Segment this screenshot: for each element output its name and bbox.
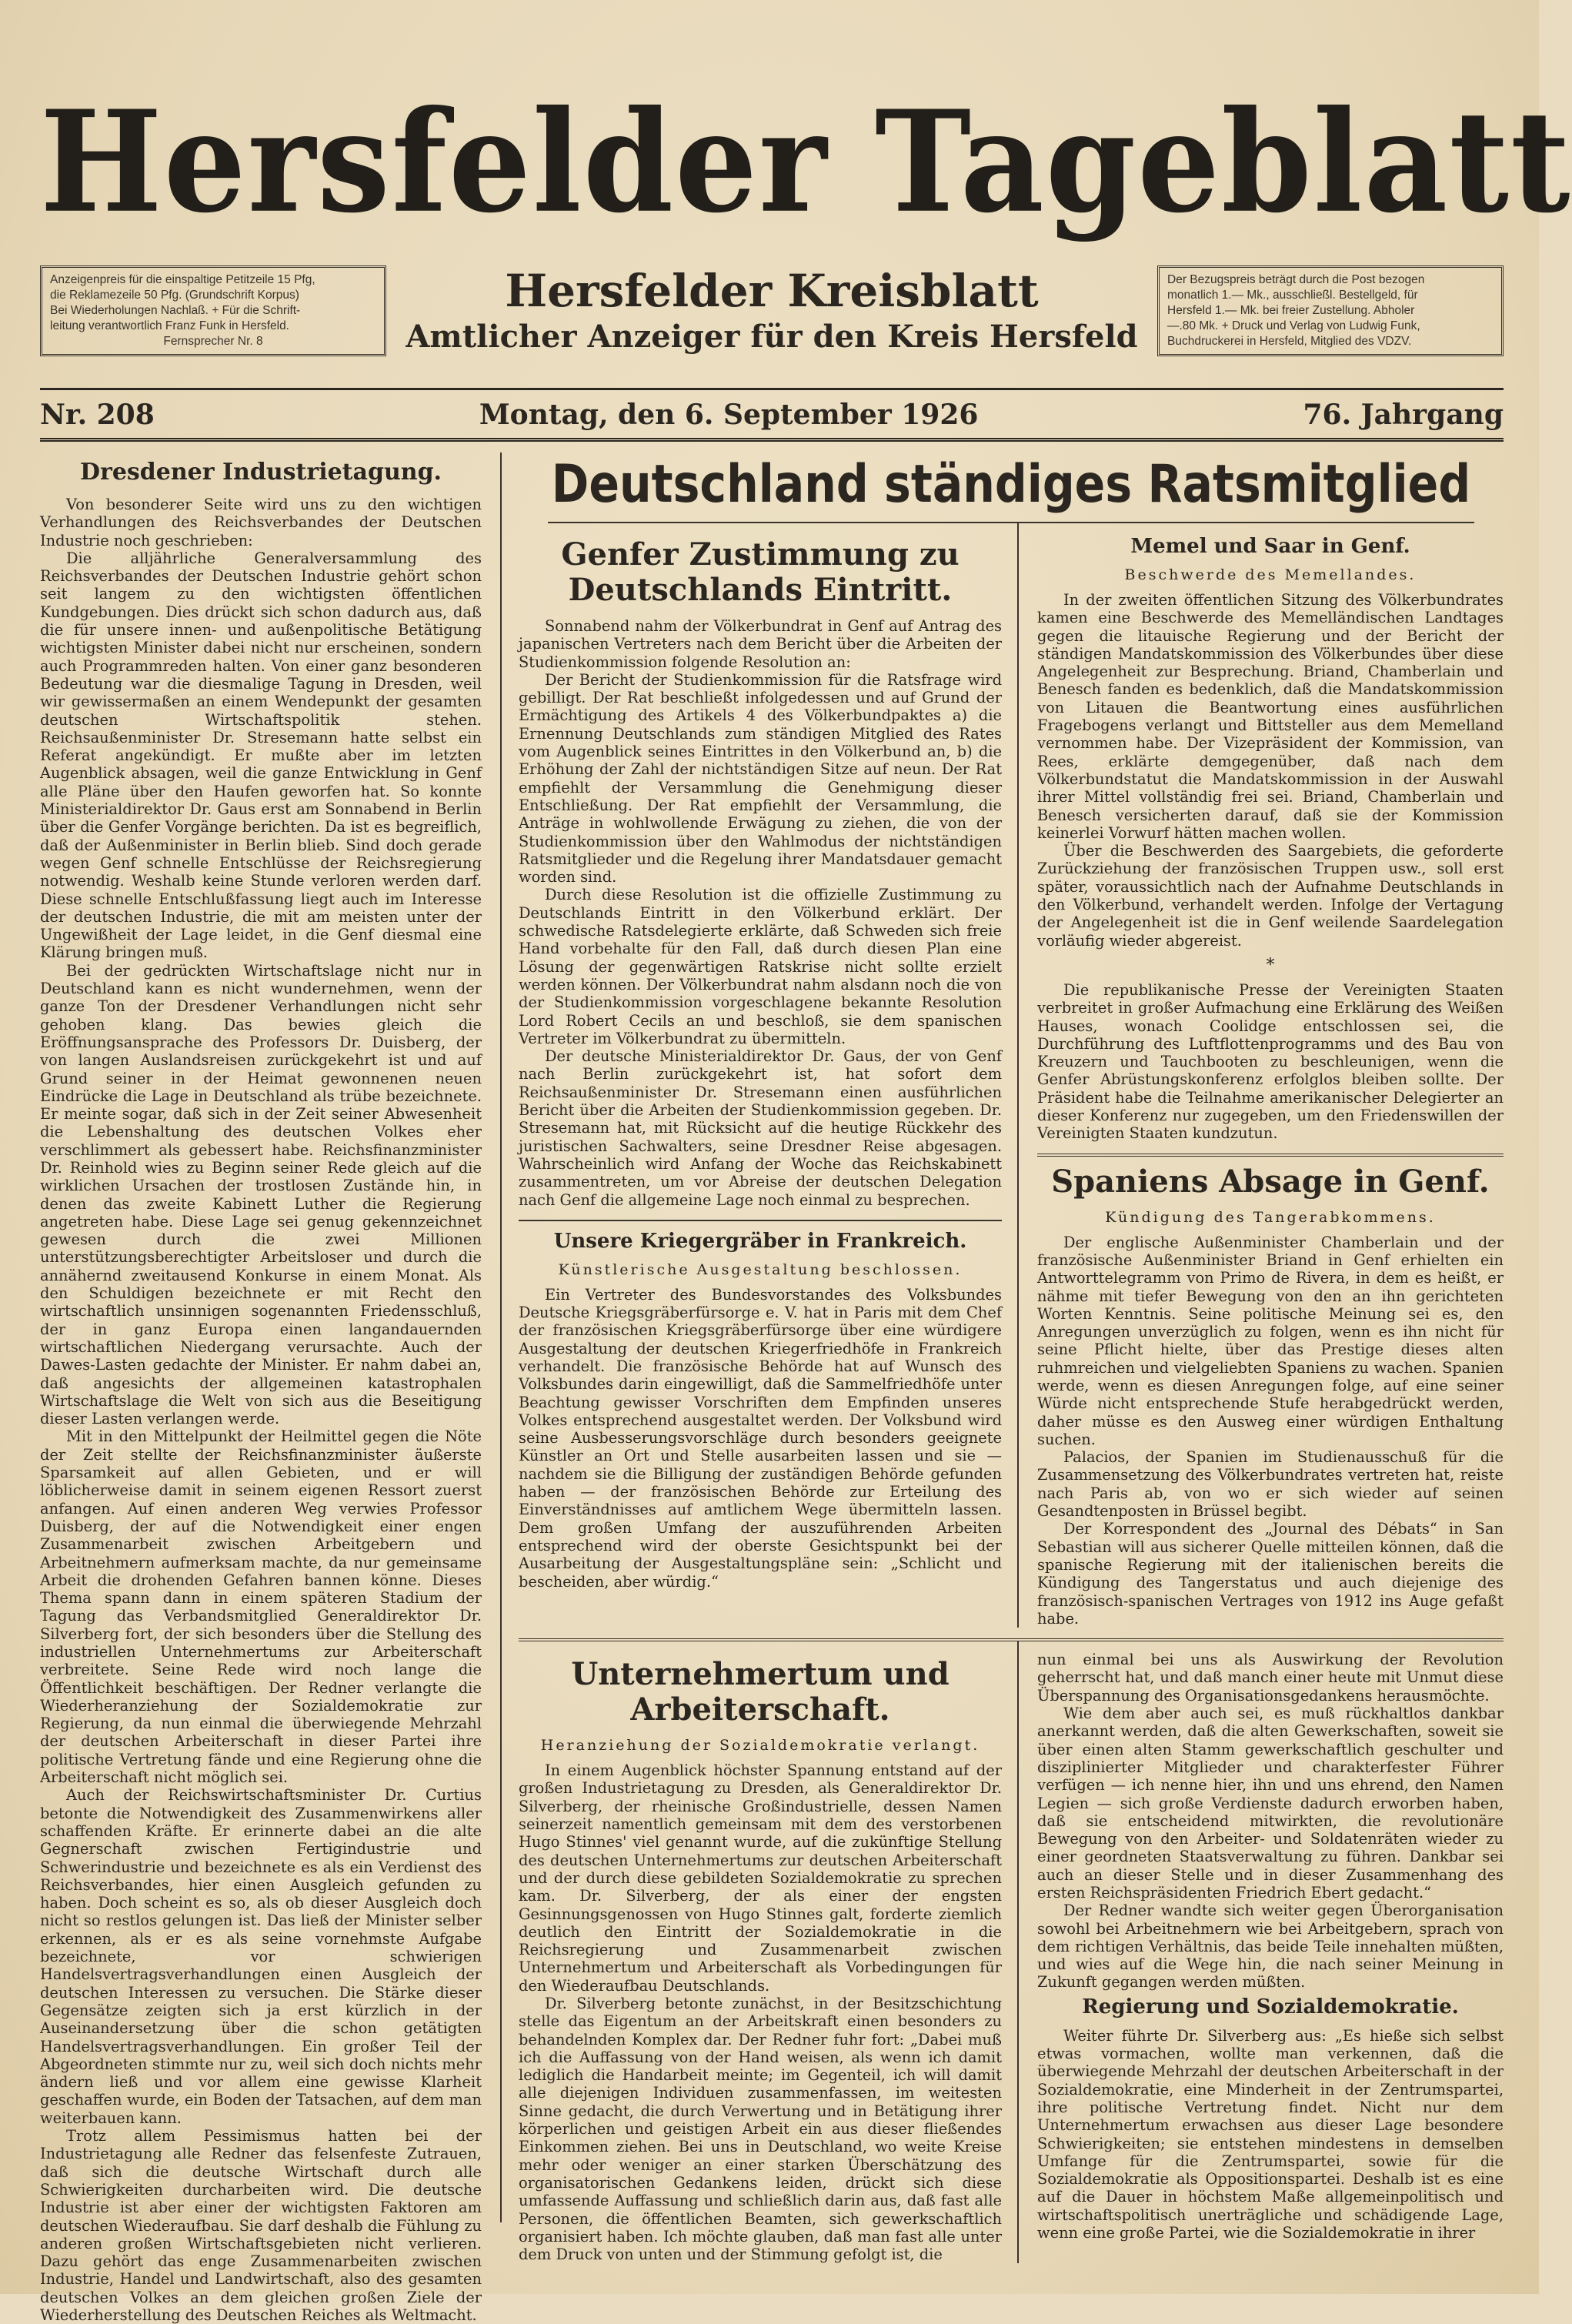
asterisk-separator: *	[1266, 955, 1275, 975]
masthead-title: Hersfelder Tageblatt	[40, 79, 1572, 244]
article-paragraph: Sonnabend nahm der Völkerbundrat in Genf auf Antrag des japanischen Vertreters nach dem Bericht über die Arbeiten der Studienkommission folgende Resolution an:	[519, 617, 1002, 671]
article-kicker: Beschwerde des Memellandes.	[1124, 566, 1417, 583]
volume-year: 76. Jahrgang	[1303, 399, 1504, 431]
subscription-line: —.80 Mk. + Druck und Verlag von Ludwig Funk,	[1167, 319, 1420, 332]
article-divider	[519, 1220, 1002, 1221]
article-paragraph: Der deutsche Ministerialdirektor Dr. Gaus, der von Genf nach Berlin zurückgekehrt ist, hat sofort dem Reichsaußenminister Dr. Stresemann einen ausführlichen Bericht über die Arbeiten der Studienkommission gegeben. Dr. Stresemann hat, mit Rücksicht auf die heutige Rückkehr des juristischen Sachwalters, seine Dresdner Reise abgesagen. Wahrscheinlich wird Anfang der Woche das Reichskabinett zusammentreten, um vor Abreise der deutschen Delegation nach Genf die allgemeine Lage noch einmal zu besprechen.	[519, 1047, 1002, 1209]
column-1	[40, 452, 502, 2324]
article-columns	[40, 452, 1504, 2324]
masthead-subtitle-block	[386, 265, 1157, 357]
lower-columns	[519, 1638, 1504, 2263]
article-divider	[1037, 1154, 1504, 1157]
article-paragraph: Trotz allem Pessimismus hatten bei der Industrietagung alle Redner das felsenfeste Zutrauen, daß sich die deutsche Wirtschaft durch alle Schwierigkeiten durcharbeiten wird. Die deutsche Industrie ist aber einer der wichtigsten Faktoren am deutschen Wiederaufbau. Sie darf deshalb die Fühlung zu anderen großen Wirtschaftsgebieten nicht verlieren. Dazu gehört das enge Zusammenarbeiten zwischen Industrie, Handel und Landwirtschaft, also des gesamten deutschen Volkes an dem gleichen großen Ziele der Wiederherstellung des Deutschen Reiches als Weltmacht.	[40, 2127, 482, 2324]
banner-headline: Deutschland ständiges Ratsmitglied	[548, 452, 1474, 523]
subscription-line: monatlich 1.— Mk., ausschließl. Bestellgeld, für	[1167, 289, 1418, 302]
article-headline: Memel und Saar in Genf.	[1130, 535, 1410, 558]
article-paragraph: Von besonderer Seite wird uns zu den wichtigen Verhandlungen des Reichsverbandes der Deutschen Industrie noch geschrieben:	[40, 496, 482, 549]
article-paragraph: Der englische Außenminister Chamberlain und der französische Außenminister Briand in Genf erhielten ein Antworttelegramm von Primo de Rivera, in dem es heißt, er nähme mit tiefer Bewegung von den an ihn gerichteten Worten Kenntnis. Seine politische Meinung sei es, den Anregungen unverzüglich zu folgen, wenn es ihn nicht für seine Pflicht hielte, über das Prestige dieses alten ruhmreichen und vielgeliebten Spaniens zu wachen. Spanien werde, wenn es diesen Anregungen folge, auf eine seiner Würde nicht entsprechende Stufe herabgedrückt werden, daher müsse es den Ausweg einer würdigen Enthaltung suchen.	[1037, 1233, 1504, 1448]
article-paragraph: nun einmal bei uns als Auswirkung der Revolution geherrscht hat, und daß manch einer heute mit Unmut diese Überspannung des Organisationsgedankens herausmöchte.	[1037, 1651, 1504, 1705]
subscription-line: Der Bezugspreis beträgt durch die Post bezogen	[1167, 273, 1425, 286]
ad-price-line: Anzeigenpreis für die einspaltige Petitzeile 15 Pfg,	[50, 273, 315, 286]
article-headline: Regierung und Sozialdemokratie.	[1082, 1995, 1459, 2018]
article-paragraph: Bei der gedrückten Wirtschaftslage nicht nur in Deutschland kann es nicht wundernehmen, wenn der ganze Ton der Dresdener Verhandlungen nicht sehr gehoben klang. Das bewies gleich die Eröffnungsansprache des Professors Dr. Duisberg, der von langen Auslandsreisen zurückgekehrt ist und auf Grund seiner in der Heimat gewonnenen neuen Eindrücke die Lage in Deutschland als trübe bezeichnete. Er meinte sogar, daß sich in der Zeit seiner Abwesenheit die Lebenshaltung des deutschen Volkes eher verschlimmert als gebessert habe. Reichsfinanzminister Dr. Reinhold wies zu Beginn seiner Rede gleich auf die wirklichen Ursachen der trostlosen Zustände hin, in denen das zweite Kabinett Luther die Regierung angetreten habe. Diese Lage sei genug gekennzeichnet gewesen durch die zwei Millionen unterstützungsberechtigter Arbeitsloser und durch die annähernd zweitausend Konkurse in einem Monat. Als den Schuldigen bezeichnete er mit Recht den wirtschaftlich unsinnigen sogenannten Friedensschluß, der in ganz Europa einen langandauernden wirtschaftlichen Niedergang verursachte. Auch der Dawes-Lasten gedachte der Minister. Er nahm dabei an, daß angesichts der allgemeinen katastrophalen Wirtschaftslage die Welt von sich aus die Beseitigung dieser Lasten verlangen werde.	[40, 961, 482, 1428]
ad-price-box	[40, 265, 386, 356]
article-headline: Genfer Zustimmung zu Deutschlands Eintritt.	[561, 536, 960, 608]
column-3	[1019, 523, 1504, 1628]
article-paragraph: Der Redner wandte sich weiter gegen Überorganisation sowohl bei Arbeitnehmern wie bei Arbeitgebern, sprach von dem richtigen Verhältnis, das beide Teile innehalten müßten, und wies auf die Wege hin, die nach seiner Meinung in Zukunft gegangen werden müßten.	[1037, 1902, 1504, 1992]
ad-price-line: Bei Wiederholungen Nachlaß. + Für die Schrift-	[50, 304, 301, 317]
article-paragraph: Der Bericht der Studienkommission für die Ratsfrage wird gebilligt. Der Rat beschließt infolgedessen und auf Grund der Ermächtigung des Artikels 4 des Völkerbundpaktes a) die Ernennung Deutschlands zum ständigen Mitglied des Rates vom Augenblick seines Eintrittes in den Völkerbund an, b) die Erhöhung der Zahl der nichtständigen Sitze auf neun. Der Rat empfiehlt der Versammlung die Genehmigung dieser Entschließung. Der Rat empfiehlt der Versammlung, die Anträge in wohlwollende Erwägung zu ziehen, die von der Studienkommission über den Wahlmodus der nichtständigen Ratsmitglieder und die Regelung ihrer Mandatsdauer gemacht worden sind.	[519, 670, 1002, 887]
masthead-subtitle: Hersfelder Kreisblatt	[505, 265, 1039, 317]
article-kicker: Heranziehung der Sozialdemokratie verlangt.	[540, 1737, 980, 1755]
lower-right-column	[1019, 1641, 1504, 2263]
right-section	[502, 452, 1504, 2264]
ad-price-line: die Reklamezeile 50 Pfg. (Grundschrift Korpus)	[50, 289, 299, 302]
article-paragraph: Mit in den Mittelpunkt der Heilmittel gegen die Nöte der Zeit stellte der Reichsfinanzminister äußerste Sparsamkeit auf allen Gebieten, und er will löblicherweise damit in seinem eigenen Ressort zuerst anfangen. Auf einen anderen Weg verwies Professor Duisberg, der auf die Notwendigkeit einer engen Zusammenarbeit zwischen Arbeitgebern und Arbeitnehmern aufmerksam machte, da nur gemeinsame Arbeit die drohenden Gefahren bannen könne. Dieses Thema spann dann in einem späteren Stadium der Tagung das Verbandsmitglied Generaldirektor Dr. Silverberg fort, der sich besonders über die Stellung des industriellen Unternehmertums zur Arbeiterschaft verbreitete. Seine Rede wird noch lange die Öffentlichkeit beschäftigen. Der Redner verlangte die Wiederheranziehung der Sozialdemokratie zur Regierung, da nun einmal die überwiegende Mehrzahl der deutschen Arbeiterschaft in dieser Partei ihre politische Vertretung fände und eine Regierung ohne die Arbeiterschaft nicht möglich sei.	[40, 1427, 482, 1787]
article-headline: Dresdener Industrietagung.	[80, 459, 442, 486]
article-paragraph: Ein Vertreter des Bundesvorstandes des Volksbundes Deutsche Kriegsgräberfürsorge e. V. hat in Paris mit dem Chef der französischen Kriegsgräberfürsorge über eine würdigere Ausgestaltung der deutschen Kriegerfriedhöfe in Frankreich verhandelt. Die französische Behörde hat auf Wunsch des Volksbundes darin eingewilligt, daß die Sammelfriedhöfe unter Beachtung gewisser Vorschriften dem Empfinden unseres Volkes entsprechend ausgestaltet werden. Der Volksbund wird seine Ausbesserungsvorschläge durch besonders geeignete Künstler an Ort und Stelle ausarbeiten lassen und sie — nachdem sie die Billigung der zuständigen Behörde gefunden haben — der französischen Behörde zur Erteilung des Einverständnisses auf amtlichem Wege übermitteln lassen. Dem großen Umfang der auszuführenden Arbeiten entsprechend wird der oberste Gesichtspunkt bei der Ausarbeitung der Ausgestaltungspläne sein: „Schlicht und bescheiden, aber würdig.“	[519, 1285, 1002, 1591]
upper-columns	[519, 523, 1504, 1628]
article-paragraph: Durch diese Resolution ist die offizielle Zustimmung zu Deutschlands Eintritt in den Völkerbund erklärt. Der schwedische Ratsdelegierte erklärte, daß Schweden sich freie Hand vorbehalte für den Fall, daß durch diesen Plan eine Lösung der gegenwärtigen Ratskrise nicht sollte erzielt werden können. Der Völkerbundrat nahm alsdann noch die von der Studienkommission vorgeschlagene bekannte Resolution Lord Robert Cecils an und beschloß, sie dem spanischen Vertreter im Völkerbundrat zu übermitteln.	[519, 886, 1002, 1047]
article-paragraph: Palacios, der Spanien im Studienausschuß für die Zusammensetzung des Völkerbundrates vertreten hat, reiste nach Paris ab, von wo er sich wieder auf seinen Gesandtenposten in Brüssel begibt.	[1037, 1448, 1504, 1521]
article-headline: Spaniens Absage in Genf.	[1051, 1163, 1490, 1200]
article-paragraph: Dr. Silverberg betonte zunächst, in der Besitzschichtung stelle das Eigentum an der Arbeitskraft einen besonders zu behandelnden Komplex dar. Der Redner fuhr fort: „Dabei muß ich die Auffassung von der Hand weisen, als wenn ich damit lediglich die Handarbeit meinte; im Gegenteil, ich will damit alle diejenigen Individuen zusammenfassen, im weitesten Sinne gedacht, die durch Verwertung und in Betätigung ihrer körperlichen und geistigen Arbeit ein aus dieser fließendes Einkommen ziehen. Bei uns in Deutschland, wo weite Kreise mehr oder weniger an einer starken Überschätzung des organisatorischen Gedankens leiden, drückt sich diese umfassende Auffassung und schließlich darin aus, daß fast alle Personen, die öffentlichen Beamten, sich gewerkschaftlich organisiert haben. Ich möchte glauben, daß man fast alle unter dem Druck von unten und der Stimmung gefolgt ist, die	[519, 1995, 1002, 2264]
article-paragraph: In der zweiten öffentlichen Sitzung des Völkerbundrates kamen eine Beschwerde des Memelländischen Landtages gegen die litauische Regierung und der Bericht der ständigen Mandatskommission des Völkerbundes über diese Angelegenheit zur Besprechung. Briand, Chamberlain und Benesch fanden es bedenklich, daß die Mandatskommission von Litauen die Beantwortung eines ausführlichen Fragebogens verlangt und Bittsteller aus dem Memelland vernommen habe. Der Vizepräsident der Kommission, van Rees, erklärte demgegenüber, daß nach dem Völkerbundstatut die Mandatskommission in der Auswahl ihrer Mittel vollständig frei sei. Briand, Chamberlain und Benesch versicherten darauf, daß sie der Kommission keinerlei Vorwurf hätten machen wollen.	[1037, 591, 1504, 842]
ad-price-line: leitung verantwortlich Franz Funk in Hersfeld.	[50, 319, 289, 332]
column-2	[519, 523, 1019, 1628]
issue-number: Nr. 208	[40, 399, 155, 431]
article-paragraph: In einem Augenblick höchster Spannung entstand auf der großen Industrietagung zu Dresden, als Generaldirektor Dr. Silverberg, der rheinische Großindustrielle, dessen Namen seinerzeit namentlich gemeinsam mit dem des verstorbenen Hugo Stinnes' viel genannt wurde, auf die zukünftige Stellung des deutschen Unternehmertums zur deutschen Arbeiterschaft und der durch diese gebildeten Sozialdemokratie zu sprechen kam. Dr. Silverberg, der als einer der engsten Gesinnungsgenossen von Hugo Stinnes galt, forderte ziemlich deutlich den Eintritt der Sozialdemokratie in die Reichsregierung und Zusammenarbeit zwischen Unternehmertum und Arbeiterschaft als Vorbedingungen für den Wiederaufbau Deutschlands.	[519, 1761, 1002, 1995]
lower-left-column	[519, 1641, 1019, 2263]
ad-price-line: Fernsprecher Nr. 8	[163, 335, 263, 348]
issue-date: Montag, den 6. September 1926	[479, 399, 979, 431]
masthead-subrow	[40, 249, 1504, 372]
article-headline: Unternehmertum und Arbeiterschaft.	[571, 1656, 950, 1728]
article-paragraph: Über die Beschwerden des Saargebiets, die geforderte Zurückziehung der französischen Truppen usw., soll erst später, voraussichtlich nach der Aufnahme Deutschlands in den Völkerbund, verhandelt werden. Infolge der Vertagung der Angelegenheit ist die in Genf weilende Saardelegation vorläufig wieder abgereist.	[1037, 842, 1504, 950]
article-kicker: Kündigung des Tangerabkommens.	[1105, 1208, 1436, 1226]
dateline	[40, 388, 1504, 442]
article-paragraph: Die alljährliche Generalversammlung des Reichsverbandes der Deutschen Industrie gehört schon seit langem zu den wichtigsten öffentlichen Kundgebungen. Dies drückt sich schon dadurch aus, daß die für unsere innen- und außenpolitische Betätigung wichtigsten Minister dabei nicht nur erscheinen, sondern auch Programmreden halten. Von einer ganz besonderen Bedeutung war die diesmalige Tagung in Dresden, weil wir gewissermaßen an einem Wendepunkt der gesamten deutschen Wirtschaftspolitik stehen. Reichsaußenminister Dr. Stresemann hatte selbst ein Referat angekündigt. Er mußte aber im letzten Augenblick absagen, weil die ganze Entwicklung in Genf alle Pläne über den Haufen geworfen hat. So konnte Ministerialdirektor Dr. Gaus erst am Sonnabend in Berlin über die Genfer Vorgänge berichten. Da ist es begreiflich, daß der Außenminister in Berlin blieb. Sind doch gerade wegen Genf schnelle Entschlüsse der Reichsregierung notwendig. Weshalb keine Stunde verloren werden darf. Diese schnelle Entschlußfassung liegt auch im Interesse der deutschen Industrie, die mit am meisten unter der Ungewißheit der Lage leidet, in die Genf diesmal eine Klärung bringen muß.	[40, 549, 482, 962]
subscription-box	[1157, 265, 1504, 356]
article-headline: Unsere Kriegergräber in Frankreich.	[553, 1229, 967, 1253]
subscription-line: Buchdruckerei in Hersfeld, Mitglied des VDZV.	[1167, 335, 1412, 348]
subscription-line: Hersfeld 1.— Mk. bei freier Zustellung. Abholer	[1167, 304, 1415, 317]
article-paragraph: Die republikanische Presse der Vereinigten Staaten verbreitet in großer Aufmachung eine Erklärung des Weißen Hauses, wonach Coolidge entschlossen sei, die Durchführung des Luftflottenprogramms und des Bau von Kreuzern und Tauchbooten zu beschleunigen, wenn die Genfer Abrüstungskonferenz erfolglos bleiben sollte. Der Präsident habe die Teilnahme amerikanischer Delegierter an dieser Konferenz nur zugegeben, um den Friedenswillen der Vereinigten Staaten kundzutun.	[1037, 980, 1504, 1143]
masthead-tagline: Amtlicher Anzeiger für den Kreis Hersfeld	[406, 319, 1138, 355]
article-paragraph: Weiter führte Dr. Silverberg aus: „Es hieße sich selbst etwas vormachen, wollte man verkennen, daß die überwiegende Mehrzahl der deutschen Arbeiterschaft in der Sozialdemokratie, eine Minderheit in der Zentrumspartei, ihre politische Vertretung findet. Nicht nur dem Unternehmertum erwachsen aus dieser Lage besondere Schwierigkeiten; sie entstehen mindestens in demselben Umfange für die Zentrumspartei, sowie für die Sozialdemokratie als Oppositionspartei. Deshalb ist es eine auf die Dauer in höchstem Maße allgemeinpolitisch und wirtschaftspolitisch unerträgliche und schädigende Lage, wenn eine große Partei, wie die Sozialdemokratie in ihrer	[1037, 2026, 1504, 2242]
article-paragraph: Wie dem aber auch sei, es muß rückhaltlos dankbar anerkannt werden, daß die alten Gewerkschaften, soweit sie über einen alten Stamm gewerkschaftlich geschulter und disziplinierter Mitglieder und charakterfester Führer verfügen — ich nenne hier, ihn und uns ehrend, den Namen Legien — sich große Verdienste dadurch erworben haben, daß sie entscheidend mitwirkten, die revolutionäre Bewegung von den Arbeiter- und Soldatenräten wieder zu einer geordneten Staatsverwaltung zu führen. Dankbar sei auch an dieser Stelle und in dieser Zusammenhang des ersten Reichspräsidenten Friedrich Ebert gedacht.“	[1037, 1705, 1504, 1902]
article-paragraph: Der Korrespondent des „Journal des Débats“ in San Sebastian will aus sicherer Quelle mitteilen können, daß die spanische Regierung mit der italienischen bereits die Kündigung des Tangerstatus und auch diejenige des französisch-spanischen Vertrages von 1912 ins Auge gefaßt habe.	[1037, 1520, 1504, 1628]
article-paragraph: Auch der Reichswirtschaftsminister Dr. Curtius betonte die Notwendigkeit des Zusammenwirkens aller schaffenden Kräfte. Er erinnerte dabei an die alte Gegnerschaft zwischen Fertigindustrie und Schwerindustrie und bezeichnete es als ein Verdienst des Reichsverbandes, hier einen Ausgleich gefunden zu haben. Doch scheint es so, als ob dieser Ausgleich doch nicht so restlos gelungen ist. Das ließ der Minister selber erkennen, als er es als seine vornehmste Aufgabe bezeichnete, vor schwierigen Handelsvertragsverhandlungen einen Ausgleich der deutschen Interessen zu versuchen. Die Stärke dieser Gegensätze zeigten sich ja erst kürzlich in der Auseinandersetzung über die schon getätigten Handelsvertragsverhandlungen. Ein großer Teil der Abgeordneten stimmte nur zu, weil sich doch nichts mehr ändern ließ und vor allem eine gewisse Klarheit geschaffen wurde, ein Boden der Tatsachen, auf dem man weiterbauen kann.	[40, 1786, 482, 2127]
article-kicker: Künstlerische Ausgestaltung beschlossen.	[558, 1261, 963, 1278]
